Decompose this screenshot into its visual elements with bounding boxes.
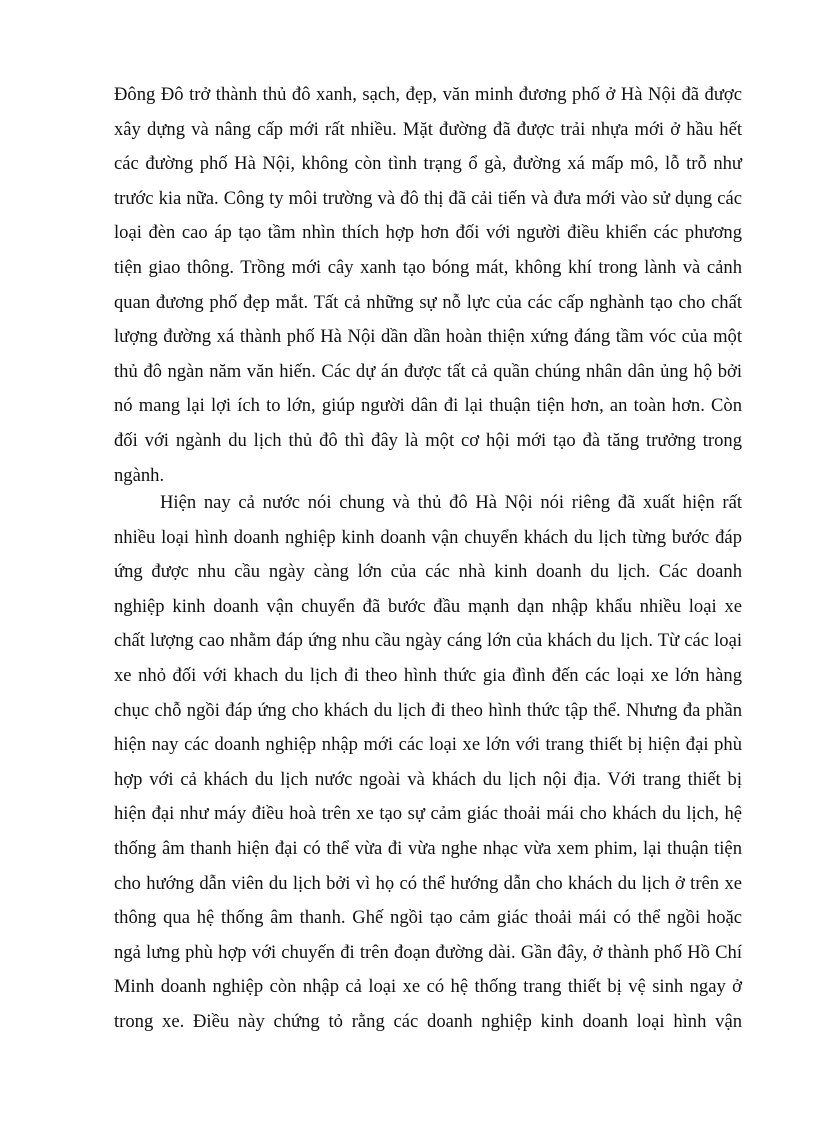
text-line: cho hướng dẫn viên du lịch bởi vì họ có thể hướng dẫn cho khách du lịch ở trên xe	[114, 872, 742, 894]
text-line: đối với ngành du lịch thủ đô thì đây là một cơ hội mới tạo đà tăng trưởng trong	[114, 429, 742, 451]
text-line: Minh doanh nghiệp còn nhập cả loại xe có hệ thống trang thiết bị vệ sinh ngay ở	[114, 976, 742, 998]
paragraph-2	[114, 486, 742, 1040]
text-line: thống âm thanh hiện đại có thể vừa đi vừa nghe nhạc vừa xem phim, lại thuận tiện	[114, 837, 742, 859]
text-line: thủ đô ngàn năm văn hiến. Các dự án được tất cả quần chúng nhân dân ủng hộ bởi	[114, 360, 742, 382]
text-line: hiện đại như máy điều hoà trên xe tạo sự cảm giác thoải mái cho khách du lịch, hệ	[114, 803, 742, 825]
text-line: ngả lưng phù hợp với chuyến đi trên đoạn đường dài. Gần đây, ở thành phố Hồ Chí	[114, 941, 742, 963]
text-line: trước kia nữa. Công ty môi trường và đô thị đã cải tiến và đưa mới vào sử dụng các	[114, 187, 742, 209]
text-line: thông qua hệ thống âm thanh. Ghế ngồi tạo cảm giác thoải mái có thể ngồi hoặc	[114, 907, 742, 929]
text-line: xây dựng và nâng cấp mới rất nhiều. Mặt đường đã được trải nhựa mới ở hầu hết	[114, 118, 742, 140]
text-line: hợp với cả khách du lịch nước ngoài và khách du lịch nội địa. Với trang thiết bị	[114, 768, 742, 790]
text-line: các đường phố Hà Nội, không còn tình trạng ổ gà, đường xá mấp mô, lỗ trỗ như	[114, 153, 742, 175]
text-line: lượng đường xá thành phố Hà Nội dần dần hoàn thiện xứng đáng tầm vóc của một	[114, 326, 742, 348]
text-line: Đông Đô trở thành thủ đô xanh, sạch, đẹp, văn minh đương phố ở Hà Nội đã được	[114, 84, 742, 105]
text-line: ứng được nhu cầu ngày càng lớn của các nhà kinh doanh du lịch. Các doanh	[114, 561, 742, 583]
paragraph-1	[114, 78, 742, 493]
text-line: quan đương phố đẹp mắt. Tất cả những sự nỗ lực của các cấp nghành tạo cho chất	[114, 291, 742, 313]
text-line: Hiện nay cả nước nói chung và thủ đô Hà Nội nói riêng đã xuất hiện rất	[160, 492, 742, 513]
text-line: chất lượng cao nhằm đáp ứng nhu cầu ngày cáng lớn của khách du lịch. Từ các loại	[114, 630, 742, 652]
text-line: loại đèn cao áp tạo tầm nhìn thích hợp hơn đối với người điều khiển các phương	[114, 222, 742, 244]
text-line: tiện giao thông. Trồng mới cây xanh tạo bóng mát, không khí trong lành và cảnh	[114, 256, 742, 278]
text-line: nhiều loại hình doanh nghiệp kinh doanh vận chuyển khách du lịch từng bước đáp	[114, 526, 742, 548]
text-line: ngành.	[114, 464, 165, 486]
text-line: trong xe. Điều này chứng tỏ rằng các doanh nghiệp kinh doanh loại hình vận	[114, 1010, 742, 1032]
text-line: nghiệp kinh doanh vận chuyển đã bước đầu mạnh dạn nhập khẩu nhiều loại xe	[114, 595, 742, 617]
text-line: nó mang lại lợi ích to lớn, giúp người dân đi lại thuận tiện hơn, an toàn hơn. Còn	[114, 395, 742, 417]
text-line: hiện nay các doanh nghiệp nhập mới các loại xe lớn với trang thiết bị hiện đại phù	[114, 734, 742, 756]
text-line: xe nhỏ đối với khach du lịch đi theo hình thức gia đình đến các loại xe lớn hàng	[114, 664, 742, 686]
text-line: chục chỗ ngồi đáp ứng cho khách du lịch đi theo hình thức tập thể. Nhưng đa phần	[114, 699, 742, 721]
